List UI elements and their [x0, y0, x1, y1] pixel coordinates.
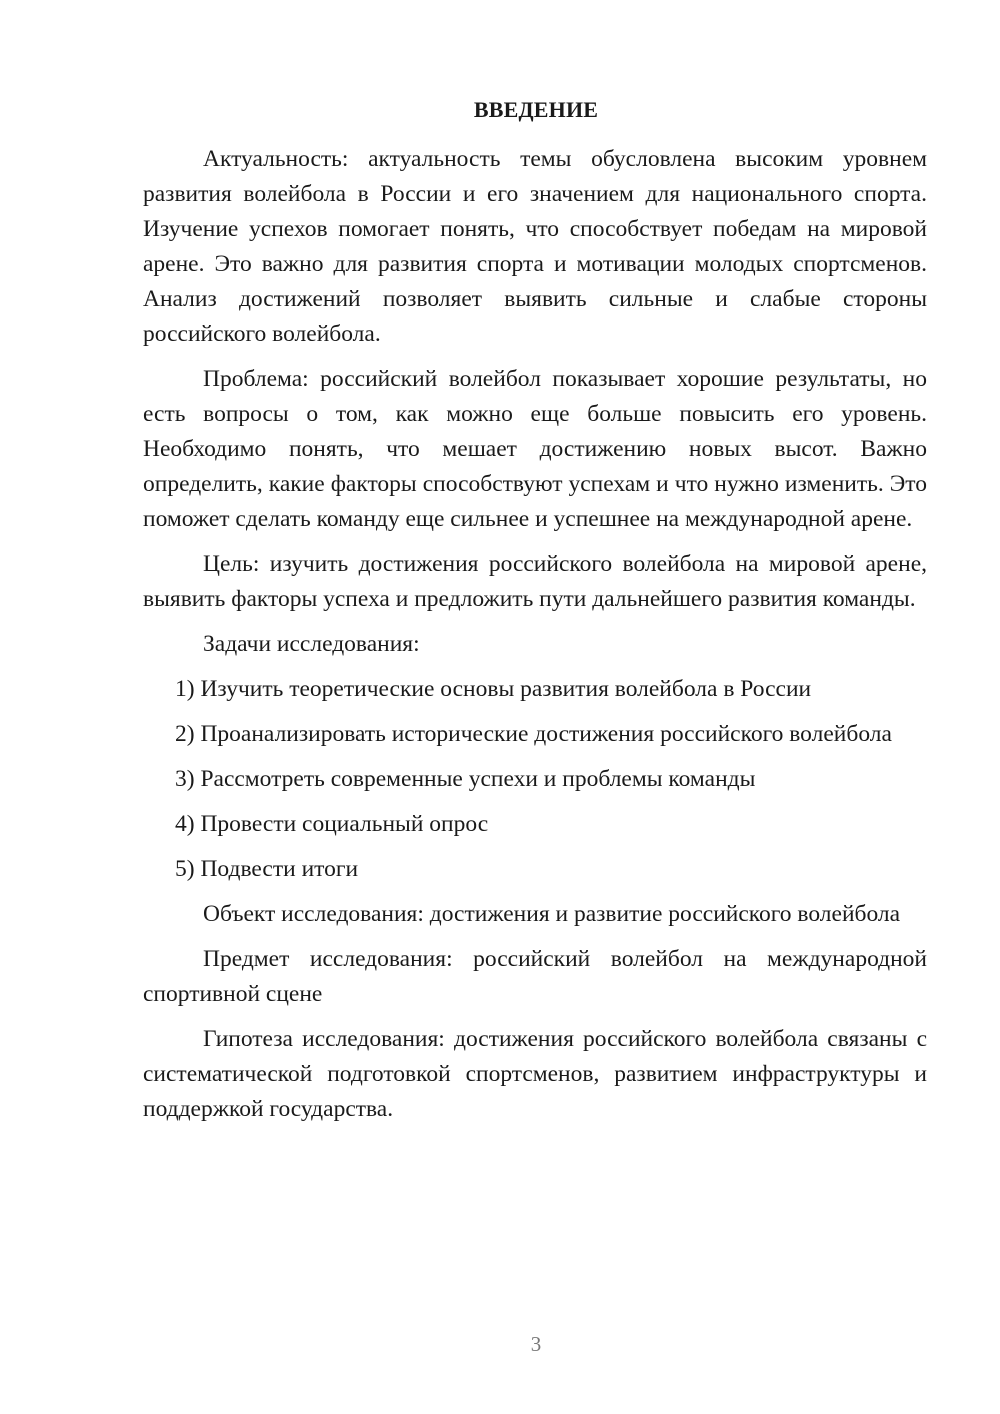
- relevance-paragraph: Актуальность: актуальность темы обусловлена высоким уровнем развития волейбола в России и его значением для национального спорта. Изучение успехов помогает понять, что способствует победам на мировой арене. Это важно для развития спорта и мотивации молодых спортсменов. Анализ достижений позволяет выявить сильные и слабые стороны российского волейбола.: [143, 146, 927, 347]
- page-title: ВВЕДЕНИЕ: [473, 97, 599, 122]
- goal-paragraph: Цель: изучить достижения российского волейбола на мировой арене, выявить факторы успеха и предложить пути дальнейшего развития команды.: [143, 551, 927, 612]
- hypothesis-paragraph: Гипотеза исследования: достижения российского волейбола связаны с систематической подготовкой спортсменов, развитием инфраструктуры и поддержкой государства.: [143, 1026, 927, 1122]
- page-number: 3: [530, 1332, 542, 1356]
- subject-paragraph: Предмет исследования: российский волейбол на международной спортивной сцене: [143, 946, 927, 1007]
- document-body: [143, 142, 927, 1137]
- tasks-heading: Задачи исследования:: [203, 631, 420, 657]
- task-item: 4) Провести социальный опрос: [175, 811, 489, 837]
- task-item: 2) Проанализировать исторические достижения российского волейбола: [175, 721, 892, 747]
- object-paragraph: Объект исследования: достижения и развитие российского волейбола: [203, 901, 901, 927]
- problem-paragraph: Проблема: российский волейбол показывает хорошие результаты, но есть вопросы о том, как можно еще больше повысить его уровень. Необходимо понять, что мешает достижению новых высот. Важно определить, какие факторы способствуют успехам и что нужно изменить. Это поможет сделать команду еще сильнее и успешнее на международной арене.: [143, 366, 927, 532]
- task-item: 3) Рассмотреть современные успехи и проблемы команды: [175, 766, 756, 792]
- task-item: 5) Подвести итоги: [175, 856, 359, 882]
- task-item: 1) Изучить теоретические основы развития волейбола в России: [175, 676, 812, 702]
